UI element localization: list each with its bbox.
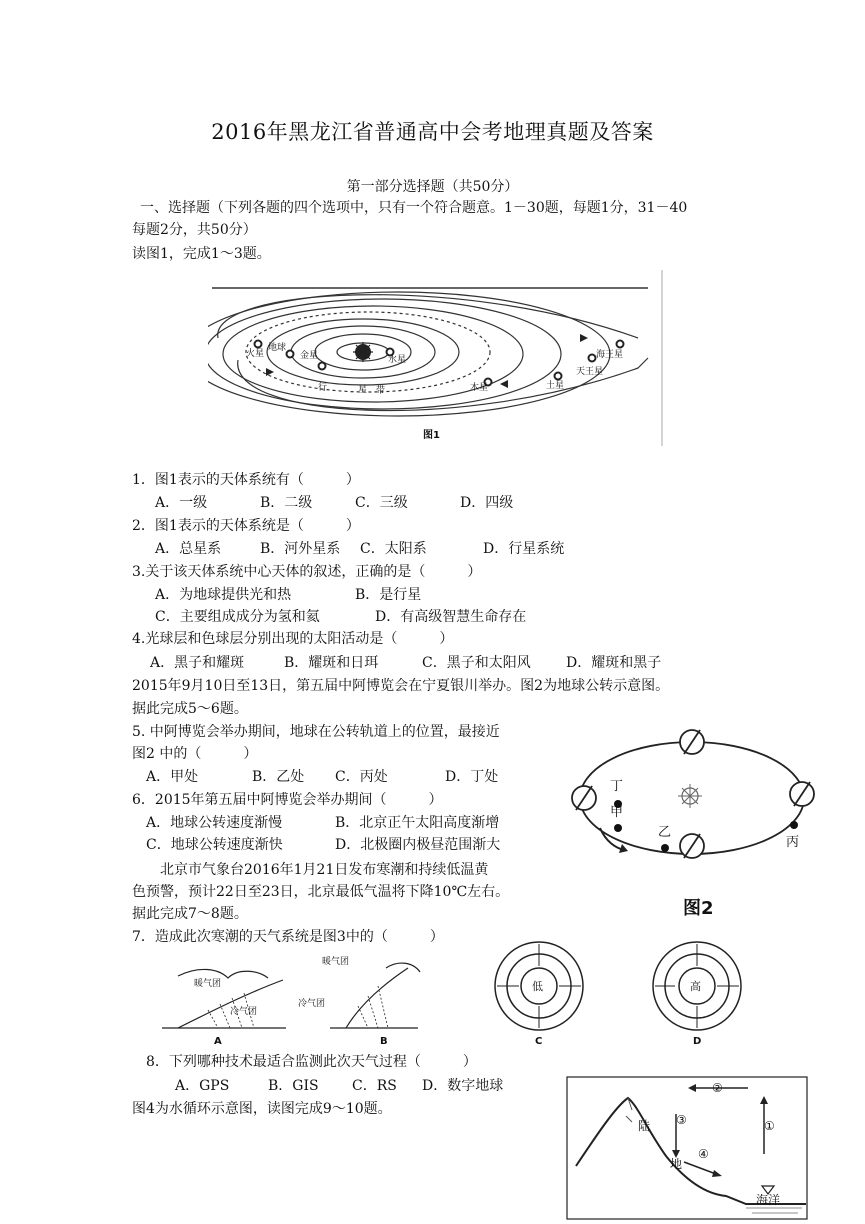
label-belt-1: 行: [318, 383, 328, 393]
figure-3-fronts: [158, 948, 428, 1048]
q6-stem: 6．2015年第五届中阿博览会举办期间（ ）: [132, 792, 443, 808]
q3-option-a: A．为地球提供光和热: [155, 587, 292, 603]
q3-option-b: B．是行星: [355, 587, 422, 603]
d-center-label: 高: [690, 980, 701, 993]
label-venus: 金星: [300, 351, 319, 361]
fig3-label-a: A: [214, 1036, 222, 1047]
label-earth: 地球: [268, 343, 287, 353]
q8-option-d: D．数字地球: [422, 1078, 504, 1094]
fig3-label-d: D: [693, 1036, 702, 1047]
q4-stem: 4.光球层和色球层分别出现的太阳活动是（ ）: [132, 631, 454, 647]
orbit-point-bing: [790, 821, 798, 829]
fig3-label-c: C: [535, 1036, 543, 1047]
q2-option-a: A．总星系: [155, 541, 222, 557]
q5-option-d: D．丁处: [445, 769, 499, 785]
a-warm-label: 暖气团: [194, 979, 222, 989]
q5-option-b: B．乙处: [252, 769, 305, 785]
figure-3-pressure-systems: [485, 938, 755, 1050]
q2-option-c: C．太阳系: [360, 541, 427, 557]
label-land-2: 地: [670, 1157, 683, 1171]
q3-option-d: D．有高级智慧生命存在: [375, 609, 527, 625]
q8-stem: 8．下列哪种技术最适合监测此次天气过程（ ）: [146, 1054, 477, 1070]
read-fig1: 读图1，完成1～3题。: [132, 246, 271, 262]
q4-option-b: B．耀斑和日珥: [284, 655, 379, 671]
b-warm-label: 暖气团: [322, 957, 350, 967]
section-intro-line2: 每题2分，共50分）: [132, 222, 257, 238]
q8-option-c: C．RS: [352, 1078, 397, 1094]
intro-7-8-line1: 北京市气象台2016年1月21日发布寒潮和持续低温黄: [160, 862, 489, 878]
label-yi: 乙: [658, 825, 672, 840]
q2-option-d: D．行星系统: [483, 541, 565, 557]
q4-option-a: A．黑子和耀斑: [150, 655, 245, 671]
a-cold-label: 冷气团: [230, 1007, 258, 1017]
section-intro-line1: 一、选择题（下列各题的四个选项中，只有一个符合题意。1－30题，每题1分，31－40: [140, 200, 688, 216]
figure-4-water-cycle: [566, 1076, 810, 1222]
label-jupiter: 木星: [470, 383, 489, 393]
label-circle-1: ①: [764, 1119, 775, 1133]
part-header: 第一部分选择题（共50分）: [346, 179, 519, 195]
sun-icon: [353, 342, 373, 362]
q3-option-c: C．主要组成成分为氢和氦: [155, 609, 320, 625]
figure-1-caption: 图1: [423, 430, 440, 441]
q2-option-b: B．河外星系: [260, 541, 341, 557]
label-neptune: 海王星: [596, 350, 624, 360]
figure-2-caption: 图2: [683, 898, 714, 919]
sun-icon: [678, 784, 702, 808]
q7-stem: 7．造成此次寒潮的天气系统是图3中的（ ）: [132, 929, 444, 945]
label-mars: 火星: [246, 349, 265, 359]
intro-9-10: 图4为水循环示意图，读图完成9～10题。: [132, 1101, 392, 1117]
intro-5-6-line1: 2015年9月10日至13日，第五届中阿博览会在宁夏银川举办。图2为地球公转示意图。: [132, 678, 670, 694]
q2-stem: 2．图1表示的天体系统是（ ）: [132, 518, 360, 534]
fig3-label-b: B: [380, 1036, 388, 1047]
c-center-label: 低: [532, 980, 543, 993]
label-circle-3: ③: [676, 1113, 687, 1127]
label-ding: 丁: [610, 779, 624, 794]
q1-option-a: A．一级: [155, 495, 208, 511]
orbit-point-yi: [661, 844, 669, 852]
label-belt-2: 星: [358, 385, 368, 395]
q1-option-b: B．二级: [260, 495, 313, 511]
figure-2-earth-orbit: [562, 720, 824, 925]
q5-line2: 图2 中的（ ）: [132, 746, 258, 762]
label-jia: 甲: [610, 805, 624, 820]
label-circle-2: ②: [712, 1081, 723, 1095]
label-land-1: 陆: [638, 1119, 651, 1133]
label-circle-4: ④: [698, 1147, 709, 1161]
q1-option-c: C．三级: [355, 495, 408, 511]
label-ocean: 海洋: [756, 1193, 781, 1207]
q6-option-c: C．地球公转速度渐快: [146, 837, 283, 853]
label-saturn: 土星: [546, 381, 565, 391]
intro-7-8-line3: 据此完成7～8题。: [132, 906, 248, 922]
q5-line1: 5. 中阿博览会举办期间，地球在公转轨道上的位置，最接近: [132, 724, 500, 740]
label-mercury: 水星: [388, 355, 407, 365]
label-bing: 丙: [786, 835, 800, 850]
label-belt-3: 带: [376, 386, 386, 396]
intro-7-8-line2: 色预警，预计22日至23日，北京最低气温将下降10℃左右。: [132, 884, 510, 900]
orbit-point-jia: [614, 824, 622, 832]
q1-stem: 1．图1表示的天体系统有（ ）: [132, 472, 360, 488]
q4-option-d: D．耀斑和黑子: [566, 655, 662, 671]
q4-option-c: C．黑子和太阳风: [422, 655, 531, 671]
q5-option-a: A．甲处: [146, 769, 199, 785]
q8-option-a: A．GPS: [175, 1078, 230, 1094]
figure-1-solar-system: [208, 268, 668, 448]
q5-option-c: C．丙处: [335, 769, 388, 785]
q6-option-b: B．北京正午太阳高度渐增: [335, 815, 500, 831]
page-title: 2016年黑龙江省普通高中会考地理真题及答案: [211, 120, 654, 144]
q3-stem: 3.关于该天体系统中心天体的叙述，正确的是（ ）: [132, 564, 482, 580]
b-cold-label: 冷气团: [298, 999, 326, 1009]
label-uranus: 天王星: [576, 367, 604, 377]
q1-option-d: D．四级: [460, 495, 514, 511]
intro-5-6-line2: 据此完成5～6题。: [132, 701, 248, 717]
q8-option-b: B．GIS: [268, 1078, 319, 1094]
q6-option-a: A．地球公转速度渐慢: [146, 815, 283, 831]
q6-option-d: D．北极圈内极昼范围渐大: [335, 837, 501, 853]
